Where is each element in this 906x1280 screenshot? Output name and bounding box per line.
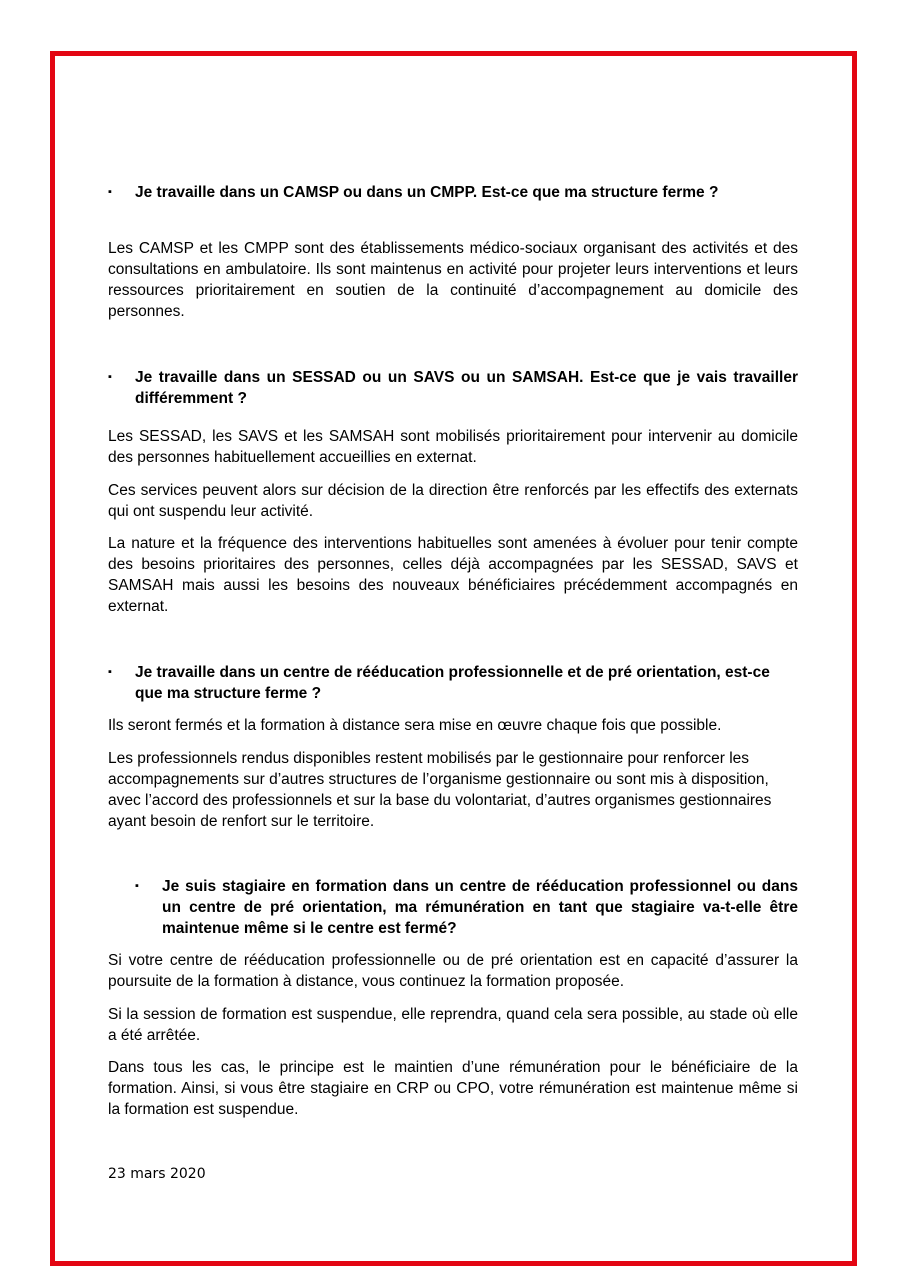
question-text: Je travaille dans un SESSAD ou un SAVS ou un SAMSAH. Est-ce que je vais travailler différemment ? — [135, 369, 798, 407]
question-heading-crp-cpo-structure — [108, 662, 798, 704]
paragraph: Dans tous les cas, le principe est le maintien d’une rémunération pour le bénéficiaire de la formation. Ainsi, si vous être stagiaire en CRP ou CPO, votre rémunération est maintenue même si la formation est suspendue. — [108, 1059, 798, 1118]
paragraph: Si votre centre de rééducation professionnelle ou de pré orientation est en capacité d’assurer la poursuite de la formation à distance, vous continuez la formation proposée. — [108, 952, 798, 990]
question-heading-camsp-cmpp — [108, 182, 798, 203]
paragraph: La nature et la fréquence des interventions habituelles sont amenées à évoluer pour tenir compte des besoins prioritaires des personnes, celles déjà accompagnées par les SESSAD, SAVS et SAMSAH mais aussi les besoins des nouveaux bénéficiaires précédemment accompagnés en externat. — [108, 535, 798, 615]
document-date: 23 mars 2020 — [108, 1166, 206, 1182]
square-bullet-icon: ▪ — [108, 666, 112, 678]
question-text: Je suis stagiaire en formation dans un centre de rééducation professionnel ou dans un centre de pré orientation, ma rémunération en tant que stagiaire va-t-elle être maintenue même si le centre est fermé? — [162, 878, 798, 937]
square-bullet-icon: ▪ — [108, 371, 112, 383]
paragraph: Si la session de formation est suspendue, elle reprendra, quand cela sera possible, au stade où elle a été arrêtée. — [108, 1006, 798, 1044]
paragraph: Les CAMSP et les CMPP sont des établissements médico-sociaux organisant des activités et des consultations en ambulatoire. Ils sont maintenus en activité pour projeter leurs interventions et leurs ressources prioritairement en soutien de la continuité d’accompagnement au domicile des personnes. — [108, 240, 798, 320]
paragraph: Ces services peuvent alors sur décision de la direction être renforcés par les effectifs des externats qui ont suspendu leur activité. — [108, 482, 798, 520]
paragraph: Les professionnels rendus disponibles restent mobilisés par le gestionnaire pour renforcer les accompagnements sur d’autres structures de l’organisme gestionnaire ou sont mis à disposition, avec l’accord des professionnels et sur la base du volontariat, d’autres organismes gestionnaires ayant besoin de renfort sur le territoire. — [108, 750, 772, 830]
paragraph: Les SESSAD, les SAVS et les SAMSAH sont mobilisés prioritairement pour intervenir au domicile des personnes habituellement accueillies en externat. — [108, 428, 798, 466]
question-text: Je travaille dans un CAMSP ou dans un CMPP. Est-ce que ma structure ferme ? — [135, 184, 719, 201]
square-bullet-icon: ▪ — [135, 880, 139, 892]
paragraph: Ils seront fermés et la formation à distance sera mise en œuvre chaque fois que possible. — [108, 717, 722, 734]
question-heading-sessad-savs-samsah — [108, 367, 798, 409]
question-text: Je travaille dans un centre de rééducation professionnelle et de pré orientation, est-ce que ma structure ferme ? — [135, 664, 770, 702]
square-bullet-icon: ▪ — [108, 186, 112, 198]
question-heading-stagiaire-remuneration — [135, 876, 798, 939]
